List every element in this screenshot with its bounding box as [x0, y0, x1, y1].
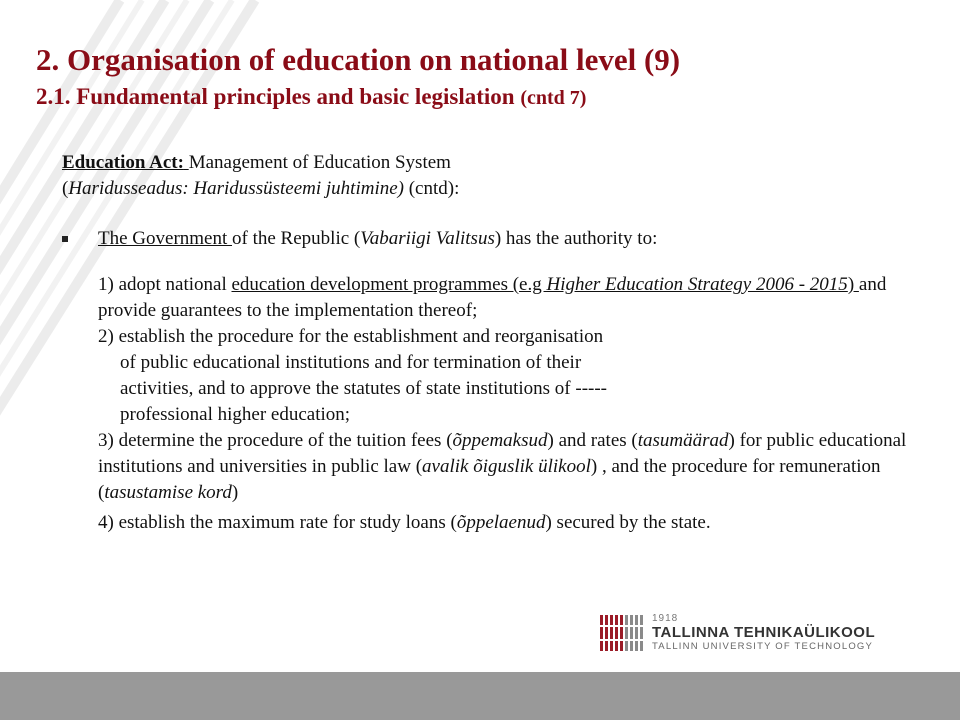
item3-e: ) — [231, 482, 239, 503]
title-main: 2. Organisation of education on national level (9) — [36, 42, 681, 77]
item2-line2: of public educational institutions and for termination of their — [120, 352, 582, 373]
act-label: Education Act: — [62, 152, 184, 173]
estonian-paren: ( — [62, 178, 69, 199]
item4-b: ) secured by the state. — [545, 512, 711, 533]
item1-a: 1) adopt national — [98, 274, 232, 295]
list-item-1 — [98, 272, 922, 324]
intro-paragraph — [62, 150, 922, 202]
footer-bar — [0, 672, 960, 720]
subtitle-suffix: (cntd 7) — [520, 87, 587, 109]
bullet-square-icon — [62, 236, 68, 242]
item1-u1: education development programmes (e.g — [231, 274, 547, 295]
item3-i3: avalik õiguslik ülikool — [422, 456, 591, 477]
item4-i1: õppelaenud — [456, 512, 546, 533]
lead-a: of the Republic ( — [232, 228, 361, 249]
logo-english-name: TALLINN UNIVERSITY OF TECHNOLOGY — [652, 641, 874, 652]
bullet-government — [62, 226, 922, 536]
item3-i4: tasustamise kord — [104, 482, 232, 503]
university-emblem-icon — [600, 611, 644, 655]
estonian-title: Haridusseadus: Haridussüsteemi juhtimine) — [68, 178, 404, 199]
title-sub — [36, 82, 680, 113]
item3-i2: tasumäärad — [637, 430, 729, 451]
item3-d: ) , and the procedure for remuneration ( — [98, 456, 881, 503]
lead-italic: Vabariigi Valitsus — [360, 228, 495, 249]
university-logo — [600, 610, 910, 656]
item2-line1: 2) establish the procedure for the establishment and reorganisation — [98, 326, 604, 347]
item3-c: ) for public educational institutions and universities in public law ( — [98, 430, 907, 477]
estonian-tail: (cntd): — [403, 178, 460, 199]
act-topic: Management of Education System — [188, 152, 451, 173]
list-item-4 — [98, 510, 922, 536]
slide-content — [62, 150, 922, 536]
item2-line4: professional higher education; — [120, 404, 351, 425]
list-item-3 — [98, 428, 922, 506]
item2-line3: activities, and to approve the statutes of state institutions of ----- — [120, 378, 608, 399]
item1-u2: ) — [847, 274, 859, 295]
list-item-2 — [98, 324, 922, 428]
logo-name: TALLINNA TEHNIKAÜLIKOOL — [652, 624, 876, 641]
item4-a: 4) establish the maximum rate for study loans ( — [98, 512, 457, 533]
item3-i1: õppemaksud — [452, 430, 548, 451]
government-subject: The Government — [98, 228, 233, 249]
item3-a: 3) determine the procedure of the tuition fees ( — [98, 430, 453, 451]
bullet-lead — [98, 226, 922, 252]
lead-b: ) has the authority to: — [494, 228, 658, 249]
logo-text — [652, 613, 875, 653]
item3-b: ) and rates ( — [547, 430, 638, 451]
item1-strategy: Higher Education Strategy 2006 - 2015 — [546, 274, 848, 295]
slide-title — [36, 40, 680, 113]
logo-year: 1918 — [652, 613, 679, 624]
authority-list — [98, 272, 922, 536]
item1-b: and provide guarantees to the implementation thereof; — [98, 274, 887, 321]
subtitle-text: 2.1. Fundamental principles and basic legislation — [36, 84, 515, 109]
